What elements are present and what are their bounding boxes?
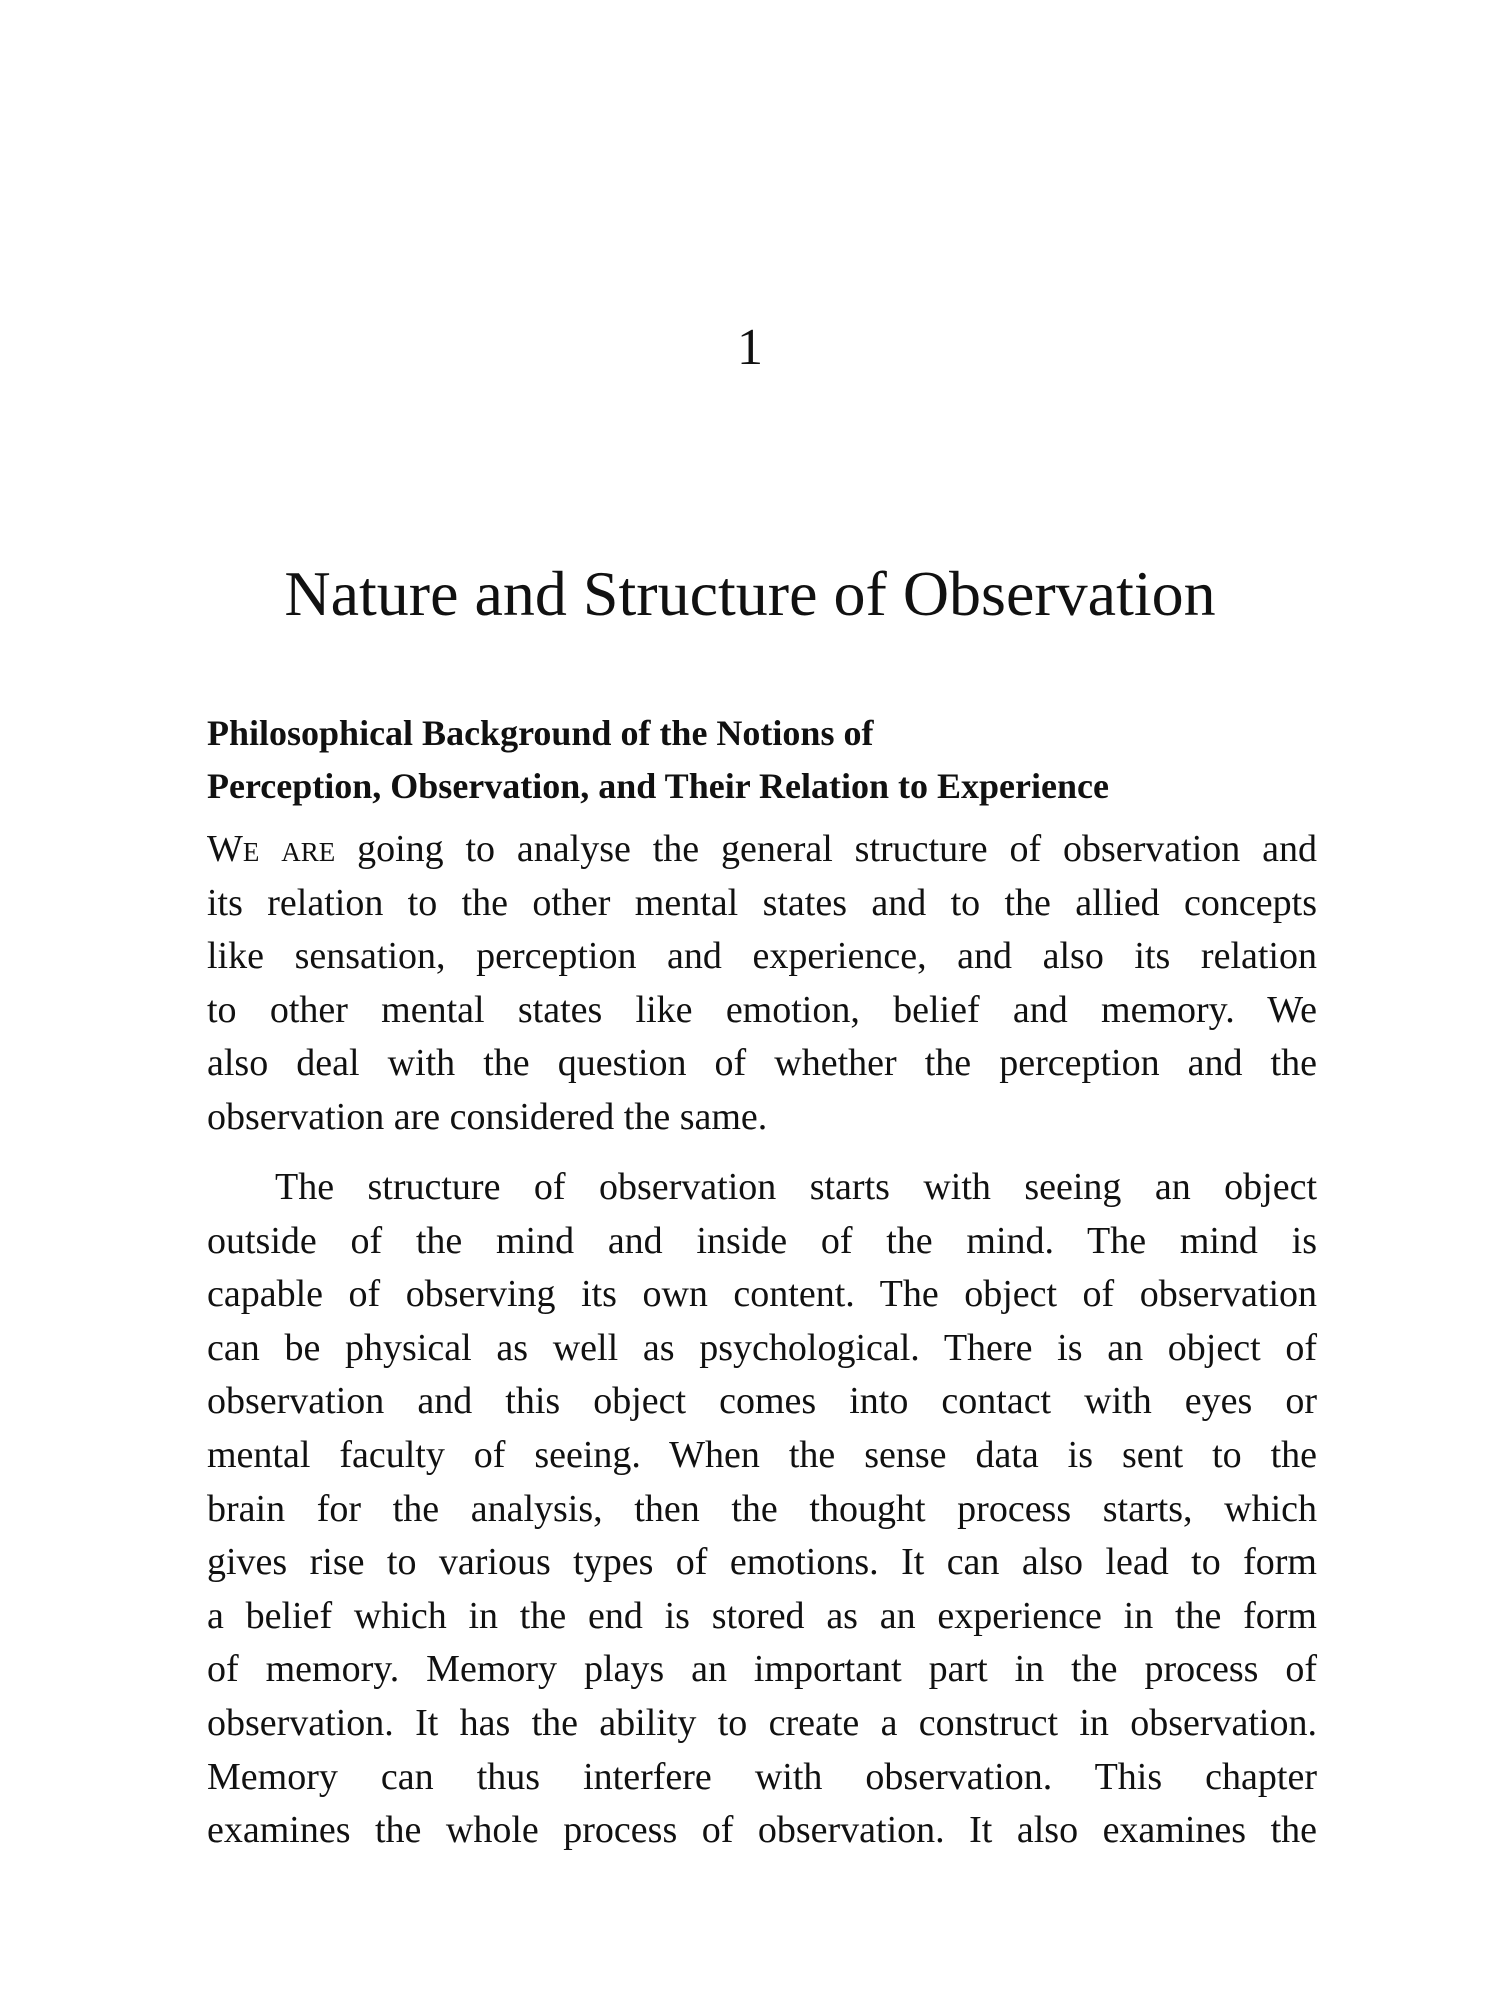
- paragraph-line: Memory can thus interfere with observation. This chapter: [207, 1755, 1317, 1798]
- paragraph-line: brain for the analysis, then the thought process starts, which: [207, 1487, 1317, 1530]
- paragraph-line: can be physical as well as psychological. There is an object of: [207, 1326, 1317, 1369]
- paragraph-line: its relation to the other mental states and to the allied concepts: [207, 881, 1317, 924]
- paragraph-line: outside of the mind and inside of the mind. The mind is: [207, 1219, 1317, 1262]
- paragraph-line: of memory. Memory plays an important part in the process of: [207, 1648, 1317, 1691]
- paragraph-line: gives rise to various types of emotions. It can also lead to form: [207, 1541, 1317, 1584]
- chapter-title: Nature and Structure of Observation: [284, 558, 1216, 629]
- paragraph-line: capable of observing its own content. The object of observation: [207, 1273, 1317, 1316]
- paragraph-line: observation. It has the ability to create a construct in observation.: [207, 1701, 1317, 1744]
- paragraph-line: mental faculty of seeing. When the sense data is sent to the: [207, 1433, 1317, 1476]
- paragraph-2: [207, 1161, 1317, 1858]
- paragraph-line: also deal with the question of whether the perception and the: [207, 1042, 1317, 1085]
- paragraph-line: We are going to analyse the general structure of observation and: [207, 828, 1317, 870]
- section-heading: [207, 707, 1317, 813]
- chapter-number: 1: [737, 319, 763, 376]
- paragraph-1: [207, 823, 1317, 1145]
- paragraph-line: like sensation, perception and experience, and also its relation: [207, 935, 1317, 978]
- section-heading-line-1: Philosophical Background of the Notions of: [207, 713, 874, 753]
- paragraph-line: The structure of observation starts with seeing an object: [275, 1166, 1317, 1208]
- section-heading-line-2: Perception, Observation, and Their Relation to Experience: [207, 766, 1109, 806]
- opening-small-caps: We are: [207, 828, 336, 870]
- paragraph-line: observation are considered the same.: [207, 1095, 768, 1138]
- paragraph-line: observation and this object comes into contact with eyes or: [207, 1380, 1317, 1423]
- paragraph-line: to other mental states like emotion, belief and memory. We: [207, 988, 1317, 1031]
- paragraph-line: examines the whole process of observation. It also examines the: [207, 1809, 1317, 1852]
- paragraph-line: a belief which in the end is stored as an experience in the form: [207, 1594, 1317, 1637]
